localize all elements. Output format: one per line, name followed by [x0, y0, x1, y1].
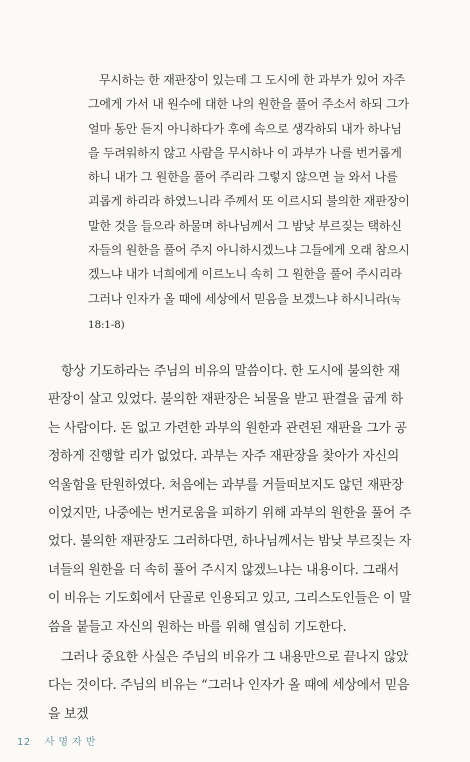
page-footer: [17, 733, 99, 748]
body-paragraph-2: 그러나 중요한 사실은 주님의 비유가 그 내용만으로 끝나지 않았다는 것이다. 주님의 비유는 “그러나 인자가 올 때에 세상에서 믿음을 보겠: [48, 650, 410, 722]
body-text: [48, 358, 412, 729]
page-number: 12: [17, 737, 31, 748]
running-head: 사명자반: [44, 737, 100, 748]
scripture-reference: (눅 18:1-8): [88, 293, 401, 331]
body-paragraph-1: 항상 기도하라는 주님의 비유의 말씀이다. 한 도시에 불의한 재판장이 살고 있었다. 불의한 재판장은 뇌물을 받고 판결을 굽게 하는 사람이다. 돈 없고 가련한 과부의 원한과 관련된 재판을 그가 공정하게 진행할 리가 없었다. 과부는 자주 재판장을 찾아가 자신의 억울함을 탄원하였다. 처음에는 과부를 거들떠보지도 않던 재판장이었지만, 나중에는 번거로움을 피하기 위해 과부의 원한을 풀어 주었다. 불의한 재판장도 그러하다면, 하나님께서는 밤낮 부르짖는 자녀들의 원한을 더 속히 풀어 주시지 않겠느냐는 내용이다. 그래서 이 비유는 기도회에서 단골로 인용되고 있고, 그리스도인들은 이 말씀을 붙들고 자신의 원하는 바를 위해 열심히 기도한다.: [48, 364, 412, 635]
quote-paragraph: [88, 68, 410, 337]
scripture-quote: [88, 68, 410, 337]
quote-text: 무시하는 한 재판장이 있는데 그 도시에 한 과부가 있어 자주 그에게 가서 내 원수에 대한 나의 원한을 풀어 주소서 하되 그가 얼마 동안 듣지 아니하다가 후에 속으로 생각하되 내가 하나님을 두려워하지 않고 사람을 무시하나 이 과부가 나를 번거롭게 하니 내가 그 원한을 풀어 주리라 그렇지 않으면 늘 와서 나를 괴롭게 하리라 하였느니라 주께서 또 이르시되 불의한 재판장이 말한 것을 들으라 하물며 하나님께서 그 밤낮 부르짖는 택하신 자들의 원한을 풀어 주지 아니하시겠느냐 그들에게 오래 참으시겠느냐 내가 너희에게 이르노니 속히 그 원한을 풀어 주시리라 그러나 인자가 올 때에 세상에서 믿음을 보겠느냐 하시니라: [88, 73, 410, 306]
